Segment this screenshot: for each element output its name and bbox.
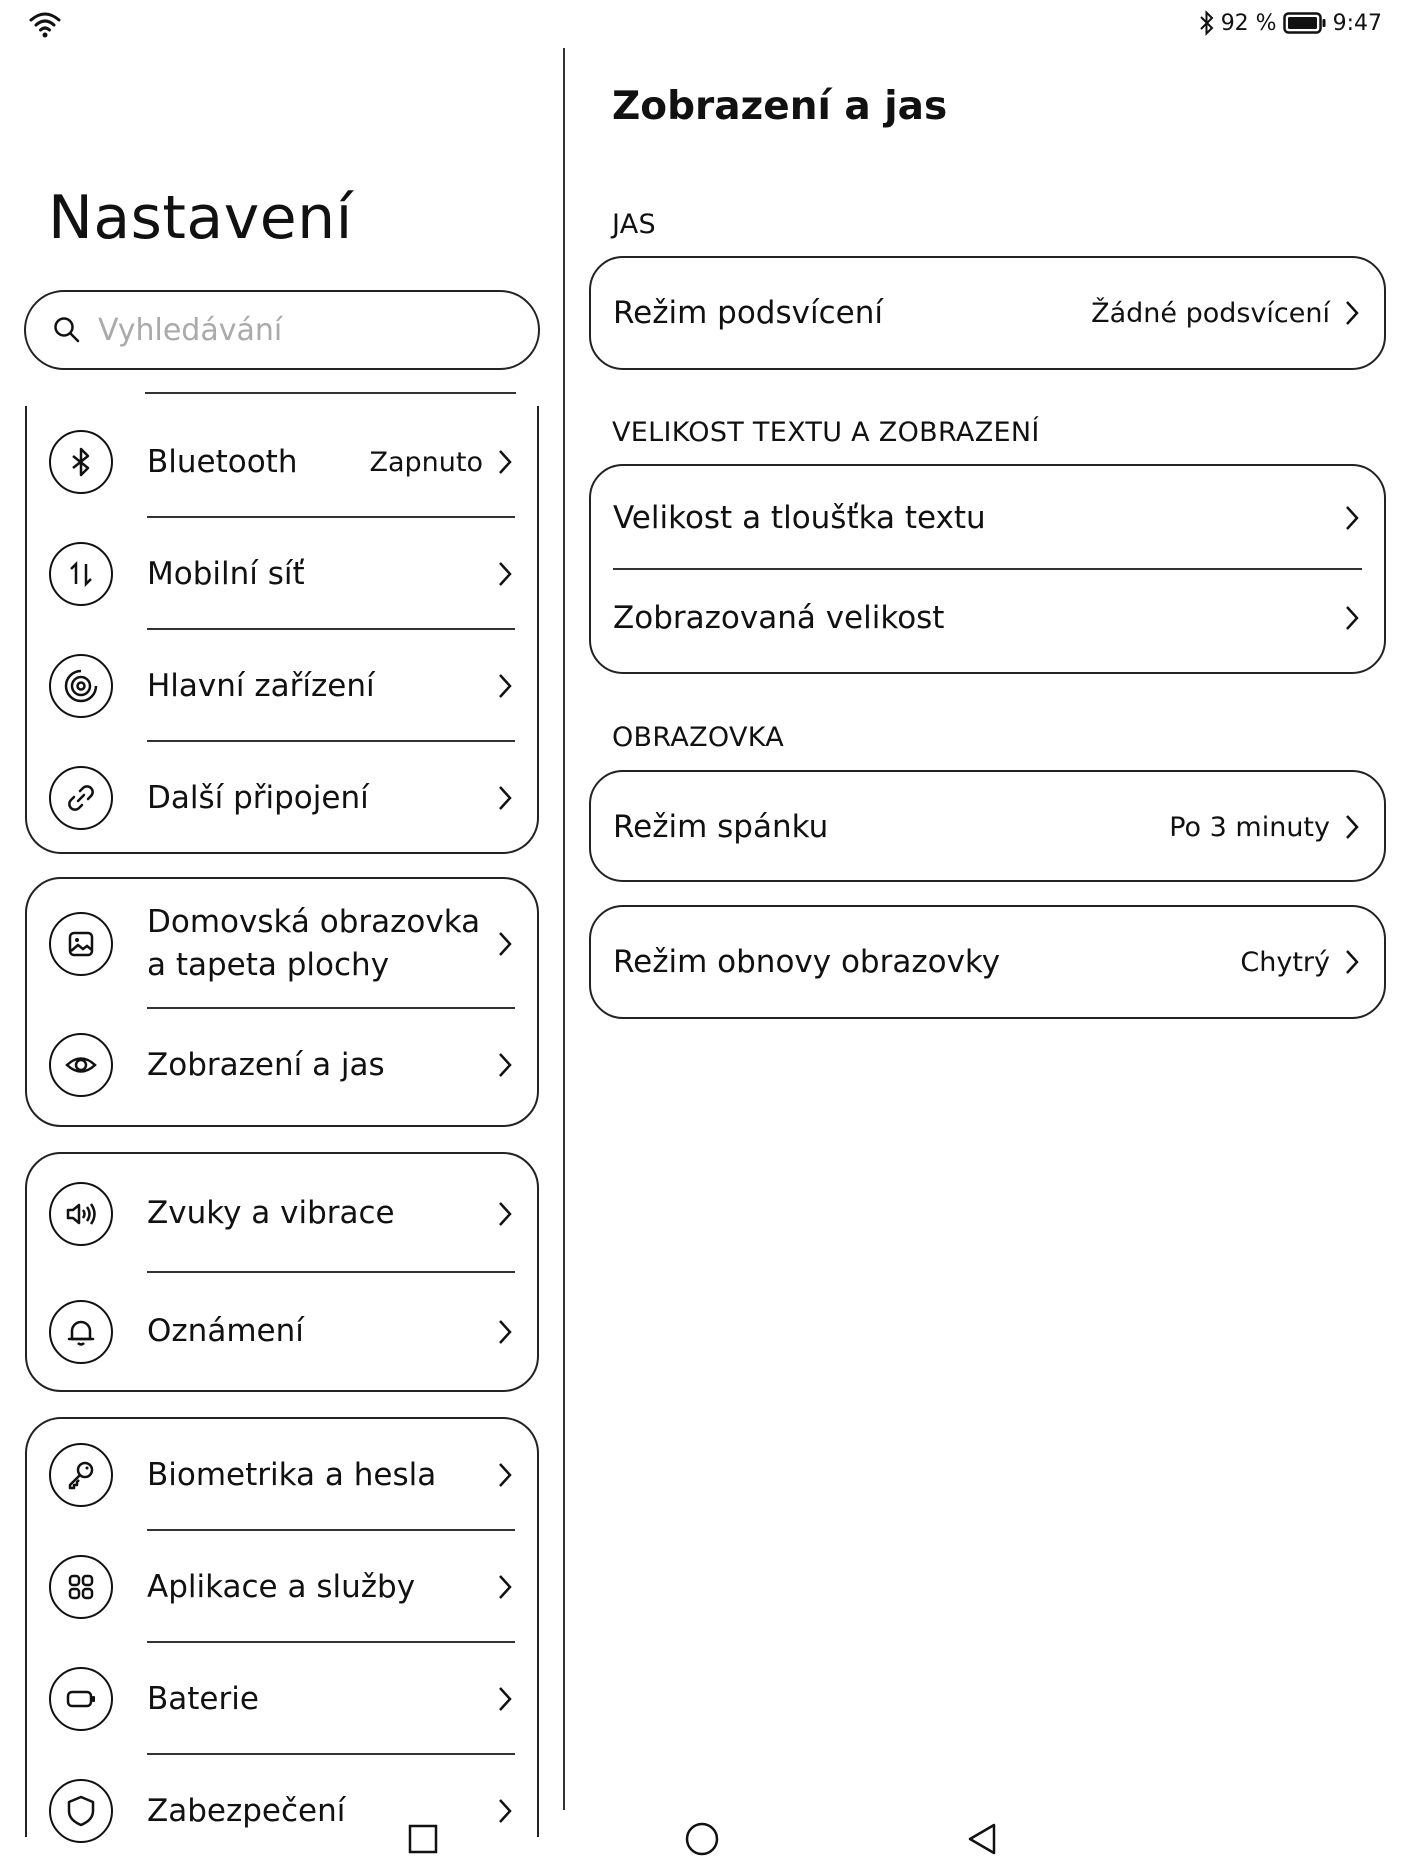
battery-icon xyxy=(49,1667,113,1731)
chevron-right-icon xyxy=(495,447,515,477)
bluetooth-icon xyxy=(1199,10,1215,36)
chevron-right-icon xyxy=(495,1199,515,1229)
settings-title: Nastavení xyxy=(48,183,353,253)
display-size-item[interactable] xyxy=(591,570,1384,666)
settings-item-label: Zobrazení a jas xyxy=(147,1046,385,1083)
label-line-1: Domovská obrazovka xyxy=(147,904,481,940)
refresh-rate-item[interactable] xyxy=(591,907,1384,1017)
item-label: Zobrazovaná velikost xyxy=(613,600,945,636)
section-header-brightness: JAS xyxy=(612,209,656,240)
settings-item-display-brightness[interactable] xyxy=(27,1009,537,1121)
chevron-right-icon xyxy=(1342,503,1362,533)
mobile-data-icon xyxy=(49,542,113,606)
settings-item-label: Hlavní zařízení xyxy=(147,667,375,704)
item-value: Chytrý xyxy=(1240,946,1330,978)
item-value: Po 3 minuty xyxy=(1169,811,1330,843)
search-input[interactable] xyxy=(98,313,518,348)
settings-item-apps[interactable] xyxy=(27,1531,537,1643)
settings-item-label: Mobilní síť xyxy=(147,555,305,592)
wallpaper-icon xyxy=(49,912,113,976)
settings-item-master-device[interactable] xyxy=(27,630,537,742)
battery-icon xyxy=(1283,11,1327,35)
settings-item-bluetooth[interactable] xyxy=(27,406,537,518)
settings-item-label: Další připojení xyxy=(147,779,369,816)
recents-button[interactable] xyxy=(398,1814,448,1864)
wifi-icon xyxy=(28,10,62,38)
chevron-right-icon xyxy=(1342,603,1362,633)
settings-item-label: Baterie xyxy=(147,1680,259,1717)
display-group xyxy=(25,877,539,1127)
settings-item-biometrics[interactable] xyxy=(27,1419,537,1531)
text-size-card xyxy=(589,464,1386,674)
sound-group xyxy=(25,1152,539,1392)
settings-item-more-connections[interactable] xyxy=(27,742,537,854)
item-label: Režim podsvícení xyxy=(613,295,883,331)
refresh-card xyxy=(589,905,1386,1019)
backlight-mode-item[interactable] xyxy=(591,258,1384,368)
search-icon xyxy=(52,315,82,345)
link-icon xyxy=(49,766,113,830)
settings-item-mobile-network[interactable] xyxy=(27,518,537,630)
settings-item-label xyxy=(147,901,480,987)
item-label: Velikost a tloušťka textu xyxy=(613,500,986,536)
settings-list[interactable] xyxy=(0,392,563,1829)
chevron-right-icon xyxy=(495,1572,515,1602)
settings-item-label: Bluetooth xyxy=(147,443,298,480)
back-button[interactable] xyxy=(957,1814,1007,1864)
item-value: Žádné podsvícení xyxy=(1091,297,1330,329)
chevron-right-icon xyxy=(495,783,515,813)
status-bar xyxy=(0,0,1404,48)
chevron-right-icon xyxy=(1342,298,1362,328)
search-bar[interactable] xyxy=(24,290,540,370)
navigation-bar xyxy=(0,1812,1404,1872)
chevron-right-icon xyxy=(495,671,515,701)
recents-icon xyxy=(407,1823,439,1855)
settings-item-sounds[interactable] xyxy=(27,1154,537,1273)
item-label: Režim spánku xyxy=(613,809,829,845)
settings-item-label: Zabezpečení xyxy=(147,1792,346,1829)
section-header-text-size: VELIKOST TEXTU A ZOBRAZENÍ xyxy=(612,417,1040,448)
chevron-right-icon xyxy=(1342,812,1362,842)
settings-item-label: Oznámení xyxy=(147,1313,304,1349)
chevron-right-icon xyxy=(495,929,515,959)
speaker-icon xyxy=(49,1182,113,1246)
status-right xyxy=(1199,10,1382,36)
sleep-card xyxy=(589,770,1386,882)
chevron-right-icon xyxy=(495,1317,515,1347)
sleep-mode-item[interactable] xyxy=(591,772,1384,882)
bell-icon xyxy=(49,1300,113,1364)
pane-divider xyxy=(563,48,565,1810)
chevron-right-icon xyxy=(1342,947,1362,977)
settings-item-value: Zapnuto xyxy=(369,446,483,478)
master-device-icon xyxy=(49,654,113,718)
brightness-card xyxy=(589,256,1386,370)
chevron-right-icon xyxy=(495,1684,515,1714)
settings-item-label: Zvuky a vibrace xyxy=(147,1195,395,1231)
back-icon xyxy=(965,1821,999,1857)
chevron-right-icon xyxy=(495,559,515,589)
text-size-weight-item[interactable] xyxy=(591,466,1384,570)
home-button[interactable] xyxy=(677,1814,727,1864)
divider xyxy=(145,392,516,394)
clock: 9:47 xyxy=(1332,10,1382,36)
item-label: Režim obnovy obrazovky xyxy=(613,944,1001,980)
chevron-right-icon xyxy=(495,1460,515,1490)
key-icon xyxy=(49,1443,113,1507)
home-icon xyxy=(684,1821,720,1857)
section-header-screen: OBRAZOVKA xyxy=(612,722,785,753)
settings-item-label: Aplikace a služby xyxy=(147,1568,416,1605)
system-group xyxy=(25,1417,539,1837)
detail-title: Zobrazení a jas xyxy=(612,84,948,129)
eye-icon xyxy=(49,1033,113,1097)
battery-percent: 92 % xyxy=(1220,10,1277,36)
settings-item-label: Biometrika a hesla xyxy=(147,1456,437,1493)
apps-grid-icon xyxy=(49,1555,113,1619)
label-line-2: a tapeta plochy xyxy=(147,947,390,983)
settings-item-home-screen[interactable] xyxy=(27,879,537,1009)
settings-item-battery[interactable] xyxy=(27,1643,537,1755)
bluetooth-icon xyxy=(49,430,113,494)
connectivity-group xyxy=(25,406,539,854)
settings-item-notifications[interactable] xyxy=(27,1273,537,1390)
chevron-right-icon xyxy=(495,1050,515,1080)
